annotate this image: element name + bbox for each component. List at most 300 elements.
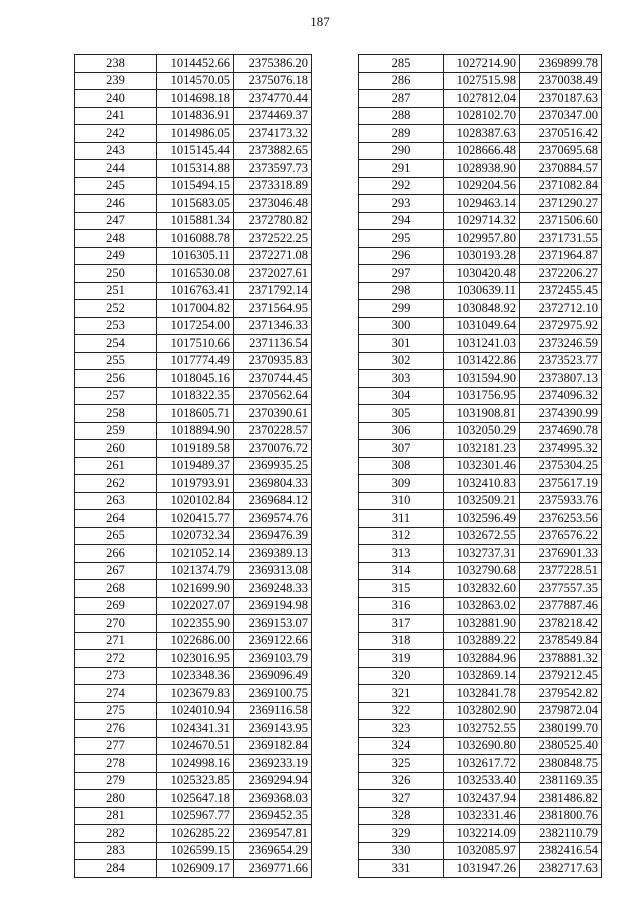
point-number-cell: 301 <box>359 335 444 353</box>
table-row <box>75 405 312 423</box>
y-coordinate-cell: 2369804.33 <box>234 475 312 493</box>
table-row <box>75 510 312 528</box>
y-coordinate-cell: 2374096.32 <box>520 387 602 405</box>
y-coordinate-cell: 2380848.75 <box>520 755 602 773</box>
x-coordinate-cell: 1016530.08 <box>157 265 234 283</box>
table-row <box>75 667 312 685</box>
page-number: 187 <box>310 14 330 29</box>
point-number-cell: 294 <box>359 212 444 230</box>
point-number-cell: 291 <box>359 160 444 178</box>
x-coordinate-cell: 1015145.44 <box>157 142 234 160</box>
y-coordinate-cell: 2372522.25 <box>234 230 312 248</box>
x-coordinate-cell: 1031756.95 <box>444 387 520 405</box>
point-number-cell: 304 <box>359 387 444 405</box>
y-coordinate-cell: 2369547.81 <box>234 825 312 843</box>
y-coordinate-cell: 2378881.32 <box>520 650 602 668</box>
point-number-cell: 258 <box>75 405 157 423</box>
point-number-cell: 242 <box>75 125 157 143</box>
y-coordinate-cell: 2375933.76 <box>520 492 602 510</box>
point-number-cell: 253 <box>75 317 157 335</box>
table-row <box>359 685 602 703</box>
y-coordinate-cell: 2369389.13 <box>234 545 312 563</box>
x-coordinate-cell: 1032869.14 <box>444 667 520 685</box>
y-coordinate-cell: 2372206.27 <box>520 265 602 283</box>
y-coordinate-cell: 2380199.70 <box>520 720 602 738</box>
y-coordinate-cell: 2377557.35 <box>520 580 602 598</box>
point-number-cell: 322 <box>359 702 444 720</box>
x-coordinate-cell: 1028102.70 <box>444 107 520 125</box>
point-number-cell: 238 <box>75 55 157 73</box>
point-number-cell: 321 <box>359 685 444 703</box>
table-row <box>75 125 312 143</box>
x-coordinate-cell: 1032832.60 <box>444 580 520 598</box>
x-coordinate-cell: 1032050.29 <box>444 422 520 440</box>
point-number-cell: 245 <box>75 177 157 195</box>
point-number-cell: 279 <box>75 772 157 790</box>
point-number-cell: 287 <box>359 90 444 108</box>
x-coordinate-cell: 1018045.16 <box>157 370 234 388</box>
y-coordinate-cell: 2372027.61 <box>234 265 312 283</box>
y-coordinate-cell: 2371731.55 <box>520 230 602 248</box>
y-coordinate-cell: 2370695.68 <box>520 142 602 160</box>
x-coordinate-cell: 1029957.80 <box>444 230 520 248</box>
table-row <box>75 300 312 318</box>
table-row <box>359 212 602 230</box>
point-number-cell: 313 <box>359 545 444 563</box>
table-row <box>359 422 602 440</box>
x-coordinate-cell: 1021699.90 <box>157 580 234 598</box>
point-number-cell: 302 <box>359 352 444 370</box>
x-coordinate-cell: 1019793.91 <box>157 475 234 493</box>
x-coordinate-cell: 1032889.22 <box>444 632 520 650</box>
point-number-cell: 252 <box>75 300 157 318</box>
table-row <box>75 632 312 650</box>
table-row <box>359 720 602 738</box>
y-coordinate-cell: 2381169.35 <box>520 772 602 790</box>
table-row <box>75 755 312 773</box>
point-number-cell: 293 <box>359 195 444 213</box>
x-coordinate-cell: 1031422.86 <box>444 352 520 370</box>
table-row <box>75 212 312 230</box>
point-number-cell: 316 <box>359 597 444 615</box>
y-coordinate-cell: 2369684.12 <box>234 492 312 510</box>
x-coordinate-cell: 1032790.68 <box>444 562 520 580</box>
table-row <box>75 55 312 73</box>
point-number-cell: 266 <box>75 545 157 563</box>
x-coordinate-cell: 1032214.09 <box>444 825 520 843</box>
point-number-cell: 261 <box>75 457 157 475</box>
y-coordinate-cell: 2371964.87 <box>520 247 602 265</box>
point-number-cell: 262 <box>75 475 157 493</box>
x-coordinate-cell: 1029714.32 <box>444 212 520 230</box>
point-number-cell: 289 <box>359 125 444 143</box>
x-coordinate-cell: 1024010.94 <box>157 702 234 720</box>
y-coordinate-cell: 2374770.44 <box>234 90 312 108</box>
point-number-cell: 299 <box>359 300 444 318</box>
table-row <box>75 72 312 90</box>
y-coordinate-cell: 2373046.48 <box>234 195 312 213</box>
table-row <box>359 650 602 668</box>
y-coordinate-cell: 2375386.20 <box>234 55 312 73</box>
point-number-cell: 327 <box>359 790 444 808</box>
x-coordinate-cell: 1026599.15 <box>157 842 234 860</box>
coordinates-table-right <box>358 54 602 878</box>
point-number-cell: 312 <box>359 527 444 545</box>
table-row <box>75 230 312 248</box>
x-coordinate-cell: 1029204.56 <box>444 177 520 195</box>
point-number-cell: 298 <box>359 282 444 300</box>
y-coordinate-cell: 2370076.72 <box>234 440 312 458</box>
x-coordinate-cell: 1020102.84 <box>157 492 234 510</box>
x-coordinate-cell: 1016088.78 <box>157 230 234 248</box>
x-coordinate-cell: 1023016.95 <box>157 650 234 668</box>
point-number-cell: 277 <box>75 737 157 755</box>
x-coordinate-cell: 1025647.18 <box>157 790 234 808</box>
table-row <box>75 650 312 668</box>
table-row <box>75 370 312 388</box>
x-coordinate-cell: 1031049.64 <box>444 317 520 335</box>
point-number-cell: 268 <box>75 580 157 598</box>
table-row <box>75 825 312 843</box>
y-coordinate-cell: 2369313.08 <box>234 562 312 580</box>
y-coordinate-cell: 2369100.75 <box>234 685 312 703</box>
x-coordinate-cell: 1019189.58 <box>157 440 234 458</box>
table-row <box>359 807 602 825</box>
y-coordinate-cell: 2370228.57 <box>234 422 312 440</box>
point-number-cell: 273 <box>75 667 157 685</box>
point-number-cell: 288 <box>359 107 444 125</box>
y-coordinate-cell: 2379872.04 <box>520 702 602 720</box>
table-row <box>359 370 602 388</box>
table-row <box>75 527 312 545</box>
y-coordinate-cell: 2370935.83 <box>234 352 312 370</box>
point-number-cell: 328 <box>359 807 444 825</box>
table-row <box>359 702 602 720</box>
table-row <box>75 387 312 405</box>
y-coordinate-cell: 2376576.22 <box>520 527 602 545</box>
x-coordinate-cell: 1029463.14 <box>444 195 520 213</box>
y-coordinate-cell: 2369103.79 <box>234 650 312 668</box>
x-coordinate-cell: 1015314.88 <box>157 160 234 178</box>
x-coordinate-cell: 1017254.00 <box>157 317 234 335</box>
point-number-cell: 285 <box>359 55 444 73</box>
y-coordinate-cell: 2369153.07 <box>234 615 312 633</box>
x-coordinate-cell: 1015683.05 <box>157 195 234 213</box>
table-row <box>75 177 312 195</box>
y-coordinate-cell: 2372712.10 <box>520 300 602 318</box>
x-coordinate-cell: 1028387.63 <box>444 125 520 143</box>
table-row <box>75 107 312 125</box>
y-coordinate-cell: 2370516.42 <box>520 125 602 143</box>
point-number-cell: 284 <box>75 860 157 878</box>
y-coordinate-cell: 2380525.40 <box>520 737 602 755</box>
table-row <box>359 492 602 510</box>
y-coordinate-cell: 2372271.08 <box>234 247 312 265</box>
x-coordinate-cell: 1016305.11 <box>157 247 234 265</box>
x-coordinate-cell: 1032331.46 <box>444 807 520 825</box>
y-coordinate-cell: 2375304.25 <box>520 457 602 475</box>
table-row <box>359 72 602 90</box>
table-row <box>359 737 602 755</box>
table-row <box>359 300 602 318</box>
point-number-cell: 270 <box>75 615 157 633</box>
x-coordinate-cell: 1015494.15 <box>157 177 234 195</box>
x-coordinate-cell: 1031241.03 <box>444 335 520 353</box>
x-coordinate-cell: 1021052.14 <box>157 545 234 563</box>
x-coordinate-cell: 1016763.41 <box>157 282 234 300</box>
y-coordinate-cell: 2373318.89 <box>234 177 312 195</box>
y-coordinate-cell: 2375617.19 <box>520 475 602 493</box>
table-row <box>75 562 312 580</box>
x-coordinate-cell: 1032617.72 <box>444 755 520 773</box>
y-coordinate-cell: 2374390.99 <box>520 405 602 423</box>
point-number-cell: 240 <box>75 90 157 108</box>
table-row <box>359 842 602 860</box>
x-coordinate-cell: 1032884.96 <box>444 650 520 668</box>
x-coordinate-cell: 1032301.46 <box>444 457 520 475</box>
table-row <box>359 825 602 843</box>
y-coordinate-cell: 2369233.19 <box>234 755 312 773</box>
table-row <box>75 422 312 440</box>
x-coordinate-cell: 1032690.80 <box>444 737 520 755</box>
x-coordinate-cell: 1020415.77 <box>157 510 234 528</box>
point-number-cell: 303 <box>359 370 444 388</box>
table-row <box>359 55 602 73</box>
y-coordinate-cell: 2374469.37 <box>234 107 312 125</box>
table-row <box>359 457 602 475</box>
x-coordinate-cell: 1014698.18 <box>157 90 234 108</box>
x-coordinate-cell: 1032863.02 <box>444 597 520 615</box>
point-number-cell: 310 <box>359 492 444 510</box>
point-number-cell: 311 <box>359 510 444 528</box>
y-coordinate-cell: 2369248.33 <box>234 580 312 598</box>
x-coordinate-cell: 1027812.04 <box>444 90 520 108</box>
x-coordinate-cell: 1018605.71 <box>157 405 234 423</box>
table-row <box>359 282 602 300</box>
x-coordinate-cell: 1027515.98 <box>444 72 520 90</box>
x-coordinate-cell: 1028666.48 <box>444 142 520 160</box>
x-coordinate-cell: 1032752.55 <box>444 720 520 738</box>
y-coordinate-cell: 2382717.63 <box>520 860 602 878</box>
table-row <box>75 247 312 265</box>
x-coordinate-cell: 1031908.81 <box>444 405 520 423</box>
point-number-cell: 264 <box>75 510 157 528</box>
x-coordinate-cell: 1024341.31 <box>157 720 234 738</box>
point-number-cell: 272 <box>75 650 157 668</box>
point-number-cell: 306 <box>359 422 444 440</box>
table-row <box>359 615 602 633</box>
point-number-cell: 250 <box>75 265 157 283</box>
x-coordinate-cell: 1032881.90 <box>444 615 520 633</box>
x-coordinate-cell: 1017774.49 <box>157 352 234 370</box>
y-coordinate-cell: 2375076.18 <box>234 72 312 90</box>
table-row <box>359 317 602 335</box>
x-coordinate-cell: 1031594.90 <box>444 370 520 388</box>
table-row <box>75 860 312 878</box>
x-coordinate-cell: 1032672.55 <box>444 527 520 545</box>
table-row <box>75 440 312 458</box>
coordinates-table-right-body <box>359 55 602 878</box>
table-row <box>359 860 602 878</box>
table-row <box>359 125 602 143</box>
point-number-cell: 281 <box>75 807 157 825</box>
y-coordinate-cell: 2371082.84 <box>520 177 602 195</box>
point-number-cell: 275 <box>75 702 157 720</box>
y-coordinate-cell: 2377887.46 <box>520 597 602 615</box>
x-coordinate-cell: 1024670.51 <box>157 737 234 755</box>
table-row <box>359 772 602 790</box>
point-number-cell: 271 <box>75 632 157 650</box>
point-number-cell: 309 <box>359 475 444 493</box>
table-row <box>75 737 312 755</box>
x-coordinate-cell: 1022355.90 <box>157 615 234 633</box>
x-coordinate-cell: 1030848.92 <box>444 300 520 318</box>
point-number-cell: 269 <box>75 597 157 615</box>
table-row <box>359 562 602 580</box>
x-coordinate-cell: 1026909.17 <box>157 860 234 878</box>
table-row <box>359 107 602 125</box>
y-coordinate-cell: 2371136.54 <box>234 335 312 353</box>
point-number-cell: 319 <box>359 650 444 668</box>
point-number-cell: 241 <box>75 107 157 125</box>
x-coordinate-cell: 1030639.11 <box>444 282 520 300</box>
y-coordinate-cell: 2372975.92 <box>520 317 602 335</box>
point-number-cell: 274 <box>75 685 157 703</box>
y-coordinate-cell: 2377228.51 <box>520 562 602 580</box>
y-coordinate-cell: 2371564.95 <box>234 300 312 318</box>
x-coordinate-cell: 1014452.66 <box>157 55 234 73</box>
point-number-cell: 329 <box>359 825 444 843</box>
y-coordinate-cell: 2373523.77 <box>520 352 602 370</box>
point-number-cell: 244 <box>75 160 157 178</box>
x-coordinate-cell: 1020732.34 <box>157 527 234 545</box>
table-row <box>359 177 602 195</box>
y-coordinate-cell: 2376901.33 <box>520 545 602 563</box>
x-coordinate-cell: 1032509.21 <box>444 492 520 510</box>
y-coordinate-cell: 2373882.65 <box>234 142 312 160</box>
table-row <box>359 387 602 405</box>
point-number-cell: 282 <box>75 825 157 843</box>
x-coordinate-cell: 1018894.90 <box>157 422 234 440</box>
table-row <box>75 265 312 283</box>
point-number-cell: 297 <box>359 265 444 283</box>
y-coordinate-cell: 2369476.39 <box>234 527 312 545</box>
point-number-cell: 317 <box>359 615 444 633</box>
x-coordinate-cell: 1017004.82 <box>157 300 234 318</box>
point-number-cell: 256 <box>75 370 157 388</box>
table-row <box>359 335 602 353</box>
table-row <box>75 142 312 160</box>
coordinates-table-left-body <box>75 55 312 878</box>
table-row <box>359 352 602 370</box>
y-coordinate-cell: 2369116.58 <box>234 702 312 720</box>
table-row <box>75 335 312 353</box>
y-coordinate-cell: 2371346.33 <box>234 317 312 335</box>
table-row <box>75 352 312 370</box>
point-number-cell: 292 <box>359 177 444 195</box>
y-coordinate-cell: 2371792.14 <box>234 282 312 300</box>
x-coordinate-cell: 1032533.40 <box>444 772 520 790</box>
point-number-cell: 278 <box>75 755 157 773</box>
x-coordinate-cell: 1031947.26 <box>444 860 520 878</box>
x-coordinate-cell: 1014836.91 <box>157 107 234 125</box>
point-number-cell: 318 <box>359 632 444 650</box>
table-row <box>359 440 602 458</box>
y-coordinate-cell: 2370187.63 <box>520 90 602 108</box>
table-row <box>359 527 602 545</box>
y-coordinate-cell: 2378218.42 <box>520 615 602 633</box>
table-row <box>75 317 312 335</box>
y-coordinate-cell: 2369096.49 <box>234 667 312 685</box>
x-coordinate-cell: 1017510.66 <box>157 335 234 353</box>
y-coordinate-cell: 2376253.56 <box>520 510 602 528</box>
y-coordinate-cell: 2370390.61 <box>234 405 312 423</box>
table-row <box>75 702 312 720</box>
point-number-cell: 247 <box>75 212 157 230</box>
y-coordinate-cell: 2369452.35 <box>234 807 312 825</box>
point-number-cell: 265 <box>75 527 157 545</box>
y-coordinate-cell: 2370884.57 <box>520 160 602 178</box>
y-coordinate-cell: 2373246.59 <box>520 335 602 353</box>
point-number-cell: 263 <box>75 492 157 510</box>
table-row <box>75 685 312 703</box>
point-number-cell: 308 <box>359 457 444 475</box>
table-row <box>359 545 602 563</box>
y-coordinate-cell: 2379542.82 <box>520 685 602 703</box>
point-number-cell: 307 <box>359 440 444 458</box>
table-row <box>75 457 312 475</box>
x-coordinate-cell: 1019489.37 <box>157 457 234 475</box>
y-coordinate-cell: 2369899.78 <box>520 55 602 73</box>
point-number-cell: 320 <box>359 667 444 685</box>
point-number-cell: 331 <box>359 860 444 878</box>
x-coordinate-cell: 1032841.78 <box>444 685 520 703</box>
y-coordinate-cell: 2369182.84 <box>234 737 312 755</box>
x-coordinate-cell: 1030420.48 <box>444 265 520 283</box>
x-coordinate-cell: 1032410.83 <box>444 475 520 493</box>
point-number-cell: 325 <box>359 755 444 773</box>
table-row <box>359 790 602 808</box>
y-coordinate-cell: 2379212.45 <box>520 667 602 685</box>
y-coordinate-cell: 2381486.82 <box>520 790 602 808</box>
x-coordinate-cell: 1023679.83 <box>157 685 234 703</box>
y-coordinate-cell: 2369122.66 <box>234 632 312 650</box>
point-number-cell: 280 <box>75 790 157 808</box>
x-coordinate-cell: 1022686.00 <box>157 632 234 650</box>
point-number-cell: 251 <box>75 282 157 300</box>
table-row <box>75 492 312 510</box>
table-row <box>359 580 602 598</box>
point-number-cell: 260 <box>75 440 157 458</box>
y-coordinate-cell: 2370038.49 <box>520 72 602 90</box>
y-coordinate-cell: 2374690.78 <box>520 422 602 440</box>
y-coordinate-cell: 2378549.84 <box>520 632 602 650</box>
table-row <box>75 545 312 563</box>
y-coordinate-cell: 2370562.64 <box>234 387 312 405</box>
table-row <box>75 90 312 108</box>
table-row <box>359 230 602 248</box>
x-coordinate-cell: 1014570.05 <box>157 72 234 90</box>
table-row <box>359 667 602 685</box>
table-row <box>75 195 312 213</box>
table-row <box>75 597 312 615</box>
x-coordinate-cell: 1021374.79 <box>157 562 234 580</box>
y-coordinate-cell: 2374173.32 <box>234 125 312 143</box>
point-number-cell: 239 <box>75 72 157 90</box>
y-coordinate-cell: 2369935.25 <box>234 457 312 475</box>
table-row <box>75 282 312 300</box>
table-row <box>359 90 602 108</box>
